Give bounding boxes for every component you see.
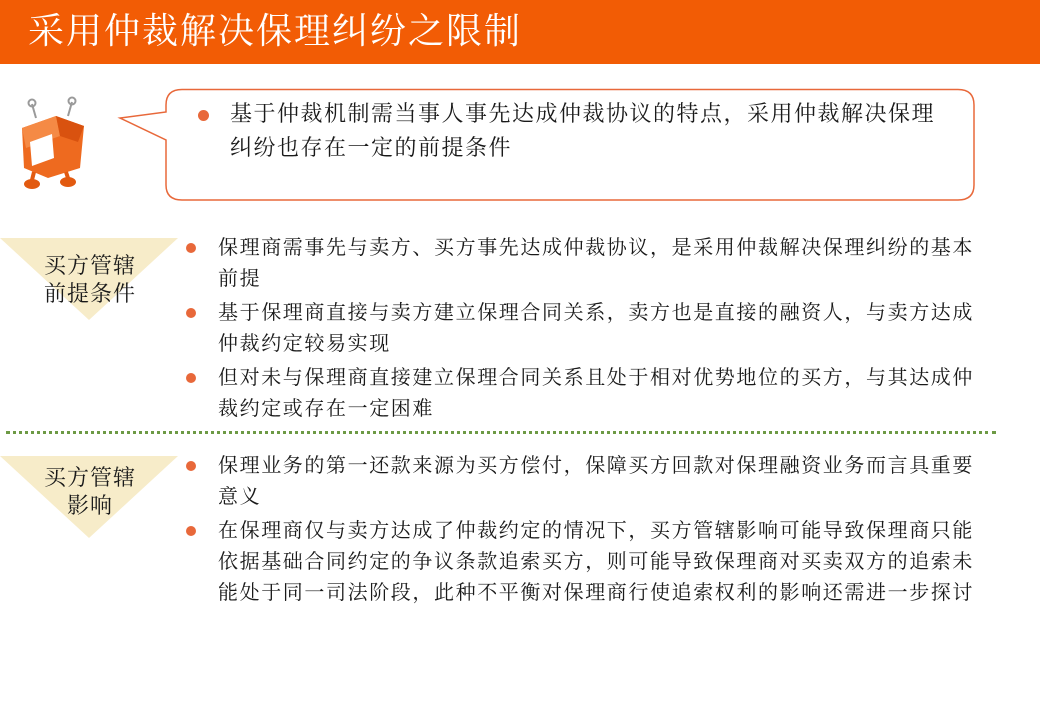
section-label-line2: 前提条件: [43, 282, 136, 307]
section-2-bullet-list: [180, 450, 990, 611]
section-label-line2: 影响: [66, 494, 113, 519]
callout-box: [110, 88, 976, 202]
cartoon-box-mascot-icon: [8, 96, 98, 192]
list-item: [180, 515, 990, 608]
bullet-dot: [186, 526, 196, 536]
section-label-buyer-jurisdiction-impact: [0, 454, 180, 540]
bullet-dot: [186, 461, 196, 471]
section-1-bullet-list: [180, 232, 990, 427]
bullet-dot: [186, 373, 196, 383]
list-item: [180, 297, 990, 359]
bullet-dot: [198, 110, 209, 121]
callout-text: 基于仲裁机制需当事人事先达成仲裁协议的特点，采用仲裁解决保理纠纷也存在一定的前提条件: [230, 102, 936, 161]
bullet-dot: [186, 243, 196, 253]
section-label-line1: 买方管辖: [43, 254, 136, 279]
list-item-text: 在保理商仅与卖方达成了仲裁约定的情况下，买方管辖影响可能导致保理商只能依据基础合同约定的争议条款追索买方，则可能导致保理商对买卖双方的追索未能处于同一司法阶段，此种不平衡对保理商行使追索权利的影响还需进一步探讨: [218, 518, 974, 604]
list-item-text: 保理业务的第一还款来源为买方偿付，保障买方回款对保理融资业务而言具重要意义: [218, 453, 974, 508]
list-item: [180, 362, 990, 424]
title-bar: [0, 0, 1040, 64]
section-divider: [6, 431, 996, 434]
list-item: [180, 232, 990, 294]
bullet-dot: [186, 308, 196, 318]
section-label-buyer-jurisdiction-precondition: [0, 236, 180, 322]
section-label-line1: 买方管辖: [43, 466, 136, 491]
list-item-text: 保理商需事先与卖方、买方事先达成仲裁协议，是采用仲裁解决保理纠纷的基本前提: [218, 235, 974, 290]
list-item: [180, 450, 990, 512]
list-item-text: 基于保理商直接与卖方建立保理合同关系，卖方也是直接的融资人，与卖方达成仲裁约定较易实现: [218, 300, 974, 355]
list-item-text: 但对未与保理商直接建立保理合同关系且处于相对优势地位的买方，与其达成仲裁约定或存在一定困难: [218, 365, 974, 420]
page-title: 采用仲裁解决保理纠纷之限制: [28, 11, 523, 52]
